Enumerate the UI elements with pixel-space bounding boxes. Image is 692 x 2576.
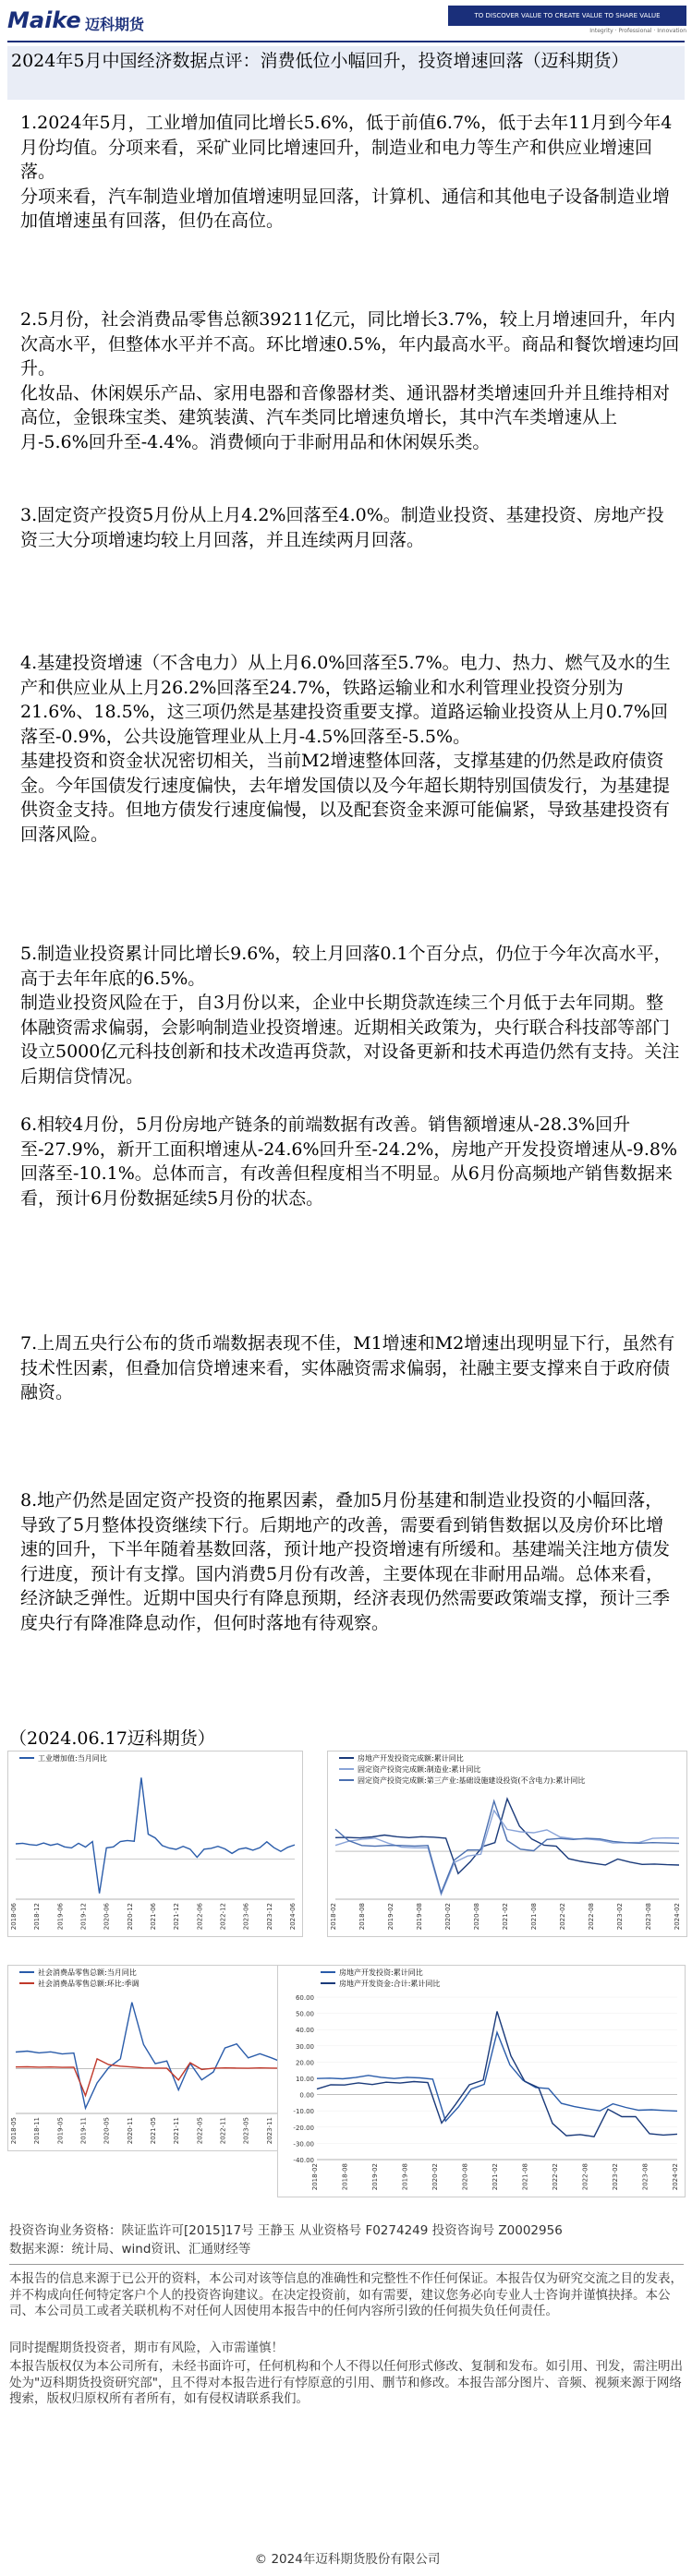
chart-svg	[278, 1966, 685, 2197]
series-line-2	[317, 2012, 677, 2137]
x-tick-label: 2022-12	[219, 1903, 227, 1931]
chart-svg	[328, 1751, 686, 1936]
legend-entry: 房地产开发投资完成额:累计同比	[358, 1754, 464, 1763]
x-tick-label: 2018-02	[311, 2163, 319, 2191]
x-tick-label: 2019-08	[401, 2163, 409, 2191]
x-tick-label: 2021-06	[150, 1903, 157, 1931]
x-tick-label: 2019-02	[387, 1903, 395, 1931]
legend-entry: 固定资产投资完成额:制造业:累计同比	[358, 1765, 481, 1774]
y-tick-label: 40.00	[295, 2027, 314, 2035]
x-tick-label: 2018-08	[358, 1903, 366, 1931]
report-title: 2024年5月中国经济数据点评：消费低位小幅回升，投资增速回落（迈科期货）	[11, 51, 629, 71]
x-tick-label: 2023-02	[612, 2163, 619, 2191]
x-tick-label: 2022-08	[588, 1903, 595, 1931]
x-tick-label: 2024-06	[289, 1903, 297, 1931]
paragraph-6: 6.相较4月份，5月份房地产链条的前端数据有改善。销售额增速从-28.3%回升至-27.9%，新开工面积增速从-24.6%回升至-24.2%，房地产开发投资增速从-9.8%回落至-10.1%。总体而言，有改善但程度相当不明显。从6月份高频地产销售数据来看，预计6月份数据延续5月份的状态。	[20, 1114, 678, 1209]
x-tick-label: 2023-05	[242, 2117, 250, 2145]
logo-text: Maike	[7, 7, 81, 33]
paragraph-2: 2.5月份，社会消费品零售总额39211亿元，同比增长3.7%，较上月增速回升，年内次高水平，但整体水平并不高。环比增速0.5%，年内最高水平。商品和餐饮增速均回升。 化妆品、休闲娱乐产品、家用电器和音像器材类、通讯器材类增速回升并且维持相对高位，金银珠宝类、建筑装潢、汽车类同比增速负增长，其中汽车类增速从上月-5.6%回升至-4.4%。消费倾向于非耐用品和休闲娱乐类。	[20, 309, 680, 452]
x-tick-label: 2024-02	[674, 1903, 681, 1931]
x-tick-label: 2019-05	[56, 2117, 65, 2145]
x-tick-label: 2024-02	[672, 2163, 679, 2191]
x-tick-label: 2018-05	[10, 2117, 18, 2145]
y-tick-label: 60.00	[295, 1994, 314, 2002]
paragraph-7: 7.上周五央行公布的货币端数据表现不佳，M1增速和M2增速出现明显下行，虽然有技术性因素，但叠加信贷增速来看，实体融资需求偏弱，社融主要支撑来自于政府债融资。	[20, 1333, 675, 1402]
page-header	[0, 0, 692, 44]
series-line-3	[335, 1801, 679, 1893]
x-tick-label: 2023-11	[265, 2117, 273, 2145]
header-sub-banner: Integrity · Professional · Innovation	[589, 28, 686, 34]
x-tick-label: 2019-02	[371, 2163, 379, 2191]
x-tick-label: 2019-11	[79, 2117, 88, 2145]
logo-cn-text: 迈科期货	[85, 16, 145, 33]
x-tick-label: 2019-12	[79, 1903, 88, 1931]
x-tick-label: 2020-02	[431, 2163, 439, 2191]
x-tick-label: 2023-06	[242, 1903, 250, 1931]
x-tick-label: 2021-02	[502, 1903, 509, 1931]
y-tick-label: -10.00	[293, 2108, 314, 2116]
x-tick-label: 2018-11	[33, 2117, 42, 2145]
series-line-2	[335, 1811, 679, 1895]
footer-license: 投资咨询业务资格：陕证监许可[2015]17号 王静玉 从业资格号 F0274249 投资咨询号 Z0002956	[9, 2223, 563, 2238]
x-tick-label: 2022-08	[581, 2163, 589, 2191]
footer-divider	[9, 2264, 684, 2265]
x-tick-label: 2021-12	[173, 1903, 181, 1931]
report-date: （2024.06.17迈科期货）	[9, 1728, 215, 1749]
x-tick-label: 2021-08	[521, 2163, 529, 2191]
x-tick-label: 2020-12	[126, 1903, 134, 1931]
y-tick-label: 50.00	[295, 2010, 314, 2018]
x-tick-label: 2023-02	[616, 1903, 624, 1931]
x-tick-label: 2021-11	[173, 2117, 181, 2145]
legend-entry: 房地产开发投资:累计同比	[339, 1968, 423, 1977]
x-tick-label: 2021-05	[150, 2117, 157, 2145]
legend-entry: 社会消费品零售总额:环比:季调	[38, 1980, 140, 1988]
paragraph-8: 8.地产仍然是固定资产投资的拖累因素，叠加5月份基建和制造业投资的小幅回落，导致了5月整体投资继续下行。后期地产的改善，需要看到销售数据以及房价环比增速的回升，下半年随着基数回落，预计地产投资增速有所缓和。基建端关注地方债发行进度，预计有支撑。国内消费5月份有改善，主要体现在非耐用品端。总体来看，经济缺乏弹性。近期中国央行有降息预期，经济表现仍然需要政策端支撑，预计三季度央行有降准降息动作，但何时落地有待观察。	[20, 1490, 671, 1633]
x-tick-label: 2021-02	[492, 2163, 499, 2191]
paragraph-3: 3.固定资产投资5月份从上月4.2%回落至4.0%。制造业投资、基建投资、房地产投资三大分项增速均较上月回落，并且连续两月回落。	[20, 505, 664, 550]
x-tick-label: 2018-08	[341, 2163, 349, 2191]
header-divider	[7, 41, 685, 42]
x-tick-label: 2020-11	[126, 2117, 134, 2145]
paragraph-1: 1.2024年5月，工业增加值同比增长5.6%，低于前值6.7%，低于去年11月到今年4月份均值。分项来看，采矿业同比增速回升，制造业和电力等生产和供应业增速回落。 分项来看，汽车制造业增加值增速明显回落，计算机、通信和其他电子设备制造业增加值增速虽有回落，但仍在高位。	[20, 113, 673, 231]
series-line-1	[335, 1799, 679, 1873]
series-line-1	[16, 2003, 295, 2109]
y-tick-label: 20.00	[295, 2059, 314, 2067]
legend-entry: 工业增加值:当月同比	[38, 1754, 107, 1763]
chart-svg	[8, 1966, 302, 2150]
footer-copyright: 本报告版权仅为本公司所有，未经书面许可，任何机构和个人不得以任何形式修改、复制和发布。如引用、刊发，需注明出处为"迈科期货投资研究部"，且不得对本报告进行有悖原意的引用、删节和修改。本报告部分图片、音频、视频来源于网络搜索，版权归原权所有者所有，如有侵权请联系我们。	[9, 2359, 683, 2406]
series-line-2	[16, 2059, 295, 2096]
x-tick-label: 2022-05	[196, 2117, 204, 2145]
x-tick-label: 2018-12	[33, 1903, 42, 1931]
footer-warning: 同时提醒期货投资者，期市有风险，入市需谨慎！	[9, 2341, 284, 2355]
chart-investment	[327, 1751, 687, 1937]
x-tick-label: 2021-08	[530, 1903, 538, 1931]
footer-bottom: © 2024年迈科期货股份有限公司	[254, 2552, 441, 2567]
x-tick-label: 2022-06	[196, 1903, 204, 1931]
x-tick-label: 2022-11	[219, 2117, 227, 2145]
x-tick-label: 2020-05	[103, 2117, 111, 2145]
x-tick-label: 2022-02	[552, 2163, 559, 2191]
x-tick-label: 2023-08	[645, 1903, 652, 1931]
x-tick-label: 2020-06	[103, 1903, 111, 1931]
x-tick-label: 2020-08	[461, 2163, 469, 2191]
x-tick-label: 2019-06	[56, 1903, 65, 1931]
legend-entry: 社会消费品零售总额:当月同比	[38, 1968, 137, 1977]
series-line-1	[16, 1777, 295, 1893]
y-tick-label: 30.00	[295, 2042, 314, 2051]
footer-disclaimer: 本报告的信息来源于已公开的资料，本公司对该等信息的准确性和完整性不作任何保证。本报告仅为研究交流之目的发表，并不构成向任何特定客户个人的投资咨询建议。在决定投资前，如有需要，建议您务必向专业人士咨询并谨慎抉择。本公司、本公司员工或者关联机构不对任何人因使用本报告中的任何内容所引致的任何损失负任何责任。	[9, 2271, 683, 2318]
x-tick-label: 2023-12	[265, 1903, 273, 1931]
x-tick-label: 2018-02	[330, 1903, 337, 1931]
footer-source: 数据来源：统计局、wind资讯、汇通财经等	[9, 2242, 251, 2257]
legend-entry: 房地产开发资金:合计:累计同比	[339, 1980, 441, 1988]
x-tick-label: 2018-06	[10, 1903, 18, 1931]
x-tick-label: 2022-02	[559, 1903, 566, 1931]
legend-entry: 固定资产投资完成额:第三产业:基础设施建设投资(不含电力):累计同比	[358, 1776, 586, 1785]
x-tick-label: 2020-02	[444, 1903, 452, 1931]
chart-retail-sales	[7, 1965, 303, 2151]
chart-real-estate	[277, 1965, 686, 2197]
y-tick-label: 0.00	[299, 2091, 314, 2100]
y-tick-label: -40.00	[293, 2157, 314, 2164]
x-tick-label: 2020-08	[473, 1903, 480, 1931]
x-tick-label: 2019-08	[416, 1903, 423, 1931]
y-tick-label: -20.00	[293, 2124, 314, 2132]
chart-industrial-output	[7, 1751, 303, 1937]
y-tick-label: 10.00	[295, 2076, 314, 2083]
x-tick-label: 2023-08	[641, 2163, 650, 2191]
y-tick-label: -30.00	[293, 2140, 314, 2149]
company-logo	[7, 6, 163, 37]
chart-svg	[8, 1751, 302, 1936]
paragraph-5: 5.制造业投资累计同比增长9.6%，较上月回落0.1个百分点，仍位于今年次高水平，高于去年年底的6.5%。 制造业投资风险在于，自3月份以来，企业中长期贷款连续三个月低于去年同期。整体融资需求偏弱，会影响制造业投资增速。近期相关政策为，央行联合科技部等部门设立5000亿元科技创新和技术改造再贷款，对设备更新和技术再造仍然有支持。关注后期信贷情况。	[20, 944, 680, 1087]
header-banner: TO DISCOVER VALUE TO CREATE VALUE TO SHARE VALUE	[448, 6, 686, 26]
paragraph-4: 4.基建投资增速（不含电力）从上月6.0%回落至5.7%。电力、热力、燃气及水的生产和供应业从上月26.2%回落至24.7%，铁路运输业和水利管理业投资分别为21.6%、18.5%，这三项仍然是基建投资重要支撑。道路运输业投资从上月0.7%回落至-0.9%，公共设施管理业从上月-4.5%回落至-5.5%。 基建投资和资金状况密切相关，当前M2增速整体回落，支撑基建的仍然是政府债资金。今年国债发行速度偏快，去年增发国债以及今年超长期特别国债发行，为基建提供资金支持。但地方债发行速度偏慢，以及配套资金来源可能偏紧，导致基建投资有回落风险。	[20, 653, 671, 845]
